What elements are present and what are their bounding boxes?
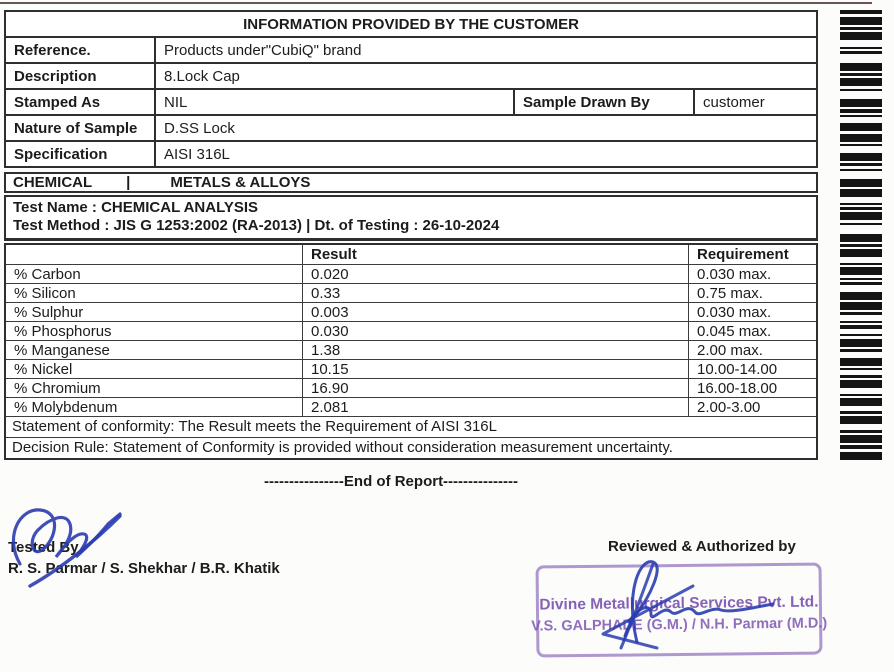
- results-header-row: [6, 245, 816, 264]
- report-body: [4, 10, 818, 490]
- requirement-value: 0.75 max.: [688, 284, 816, 302]
- result-value: 0.33: [302, 284, 688, 302]
- requirement-value: 0.045 max.: [688, 322, 816, 340]
- authorized-signature: [545, 552, 790, 652]
- info-row-description: [6, 62, 816, 88]
- test-name-line: Test Name : CHEMICAL ANALYSIS: [13, 199, 259, 216]
- reference-label: Reference.: [14, 41, 91, 59]
- reviewed-authorized-label: Reviewed & Authorized by: [608, 538, 796, 555]
- stamped-as-value: NIL: [154, 90, 513, 114]
- result-value: 2.081: [302, 398, 688, 416]
- parameter-name: % Manganese: [14, 341, 110, 359]
- info-table-title: INFORMATION PROVIDED BY THE CUSTOMER: [243, 15, 579, 33]
- parameter-name: % Carbon: [14, 265, 81, 283]
- sample-drawn-by-value: customer: [693, 90, 816, 114]
- result-header: Result: [302, 245, 688, 264]
- table-row-manganese: [6, 340, 816, 359]
- result-value: 0.020: [302, 265, 688, 283]
- tested-by-names: R. S. Parmar / S. Shekhar / B.R. Khatik: [8, 560, 280, 577]
- stamped-as-label: Stamped As: [14, 93, 101, 111]
- info-row-reference: [6, 36, 816, 62]
- parameter-name: % Phosphorus: [14, 322, 112, 340]
- section-band: [4, 172, 818, 193]
- requirement-value: 2.00 max.: [688, 341, 816, 359]
- sample-drawn-by-label: Sample Drawn By: [513, 90, 693, 114]
- nature-of-sample-value: D.SS Lock: [154, 116, 816, 140]
- requirement-value: 2.00-3.00: [688, 398, 816, 416]
- requirement-value: 10.00-14.00: [688, 360, 816, 378]
- specification-value: AISI 316L: [154, 142, 816, 166]
- stamp-company-name: Divine Metallurgical Services Pvt. Ltd.: [539, 593, 819, 614]
- table-row-sulphur: [6, 302, 816, 321]
- customer-info-table: [4, 10, 818, 168]
- result-value: 16.90: [302, 379, 688, 397]
- table-row-molybdenum: [6, 397, 816, 416]
- table-row-nickel: [6, 359, 816, 378]
- requirement-value: 0.030 max.: [688, 303, 816, 321]
- table-row-carbon: [6, 264, 816, 283]
- scan-artifact-line: [0, 2, 872, 4]
- specification-label: Specification: [14, 145, 108, 163]
- result-value: 0.030: [302, 322, 688, 340]
- statement-of-conformity: Statement of conformity: The Result meets the Requirement of AISI 316L: [6, 416, 816, 437]
- section-category: CHEMICAL: [13, 174, 93, 191]
- result-value: 0.003: [302, 303, 688, 321]
- test-method-line: Test Method : JIS G 1253:2002 (RA-2013) | Dt. of Testing : 26-10-2024: [13, 217, 500, 234]
- info-row-specification: [6, 140, 816, 166]
- table-row-phosphorus: [6, 321, 816, 340]
- parameter-name: % Nickel: [14, 360, 73, 378]
- section-subcategory: METALS & ALLOYS: [170, 174, 311, 191]
- parameter-name: % Silicon: [14, 284, 76, 302]
- info-row-nature-of-sample: [6, 114, 816, 140]
- description-value: 8.Lock Cap: [154, 64, 816, 88]
- result-value: 10.15: [302, 360, 688, 378]
- parameter-name: % Molybdenum: [14, 398, 118, 416]
- nature-of-sample-label: Nature of Sample: [14, 119, 138, 137]
- description-label: Description: [14, 67, 97, 85]
- reference-value: Products under"CubiQ" brand: [154, 38, 816, 62]
- test-info-box: [4, 195, 818, 241]
- parameter-name: % Chromium: [14, 379, 101, 397]
- requirement-header: Requirement: [688, 245, 816, 264]
- barcode: [840, 10, 882, 462]
- parameter-header: [6, 245, 302, 264]
- requirement-value: 0.030 max.: [688, 265, 816, 283]
- requirement-value: 16.00-18.00: [688, 379, 816, 397]
- stamp-authorizers: V.S. GALPHADE (G.M.) / N.H. Parmar (M.D.): [531, 615, 828, 635]
- table-row-silicon: [6, 283, 816, 302]
- results-table: [4, 243, 818, 460]
- table-row-chromium: [6, 378, 816, 397]
- decision-rule: Decision Rule: Statement of Conformity is provided without consideration measurement uncertainty.: [6, 437, 816, 458]
- result-value: 1.38: [302, 341, 688, 359]
- section-separator: |: [126, 174, 131, 191]
- info-row-stamped-as: [6, 88, 816, 114]
- end-of-report: ----------------End of Report---------------: [263, 473, 518, 490]
- tested-by-label: Tested By: [8, 539, 79, 556]
- parameter-name: % Sulphur: [14, 303, 84, 321]
- tested-by-signature: [4, 500, 144, 590]
